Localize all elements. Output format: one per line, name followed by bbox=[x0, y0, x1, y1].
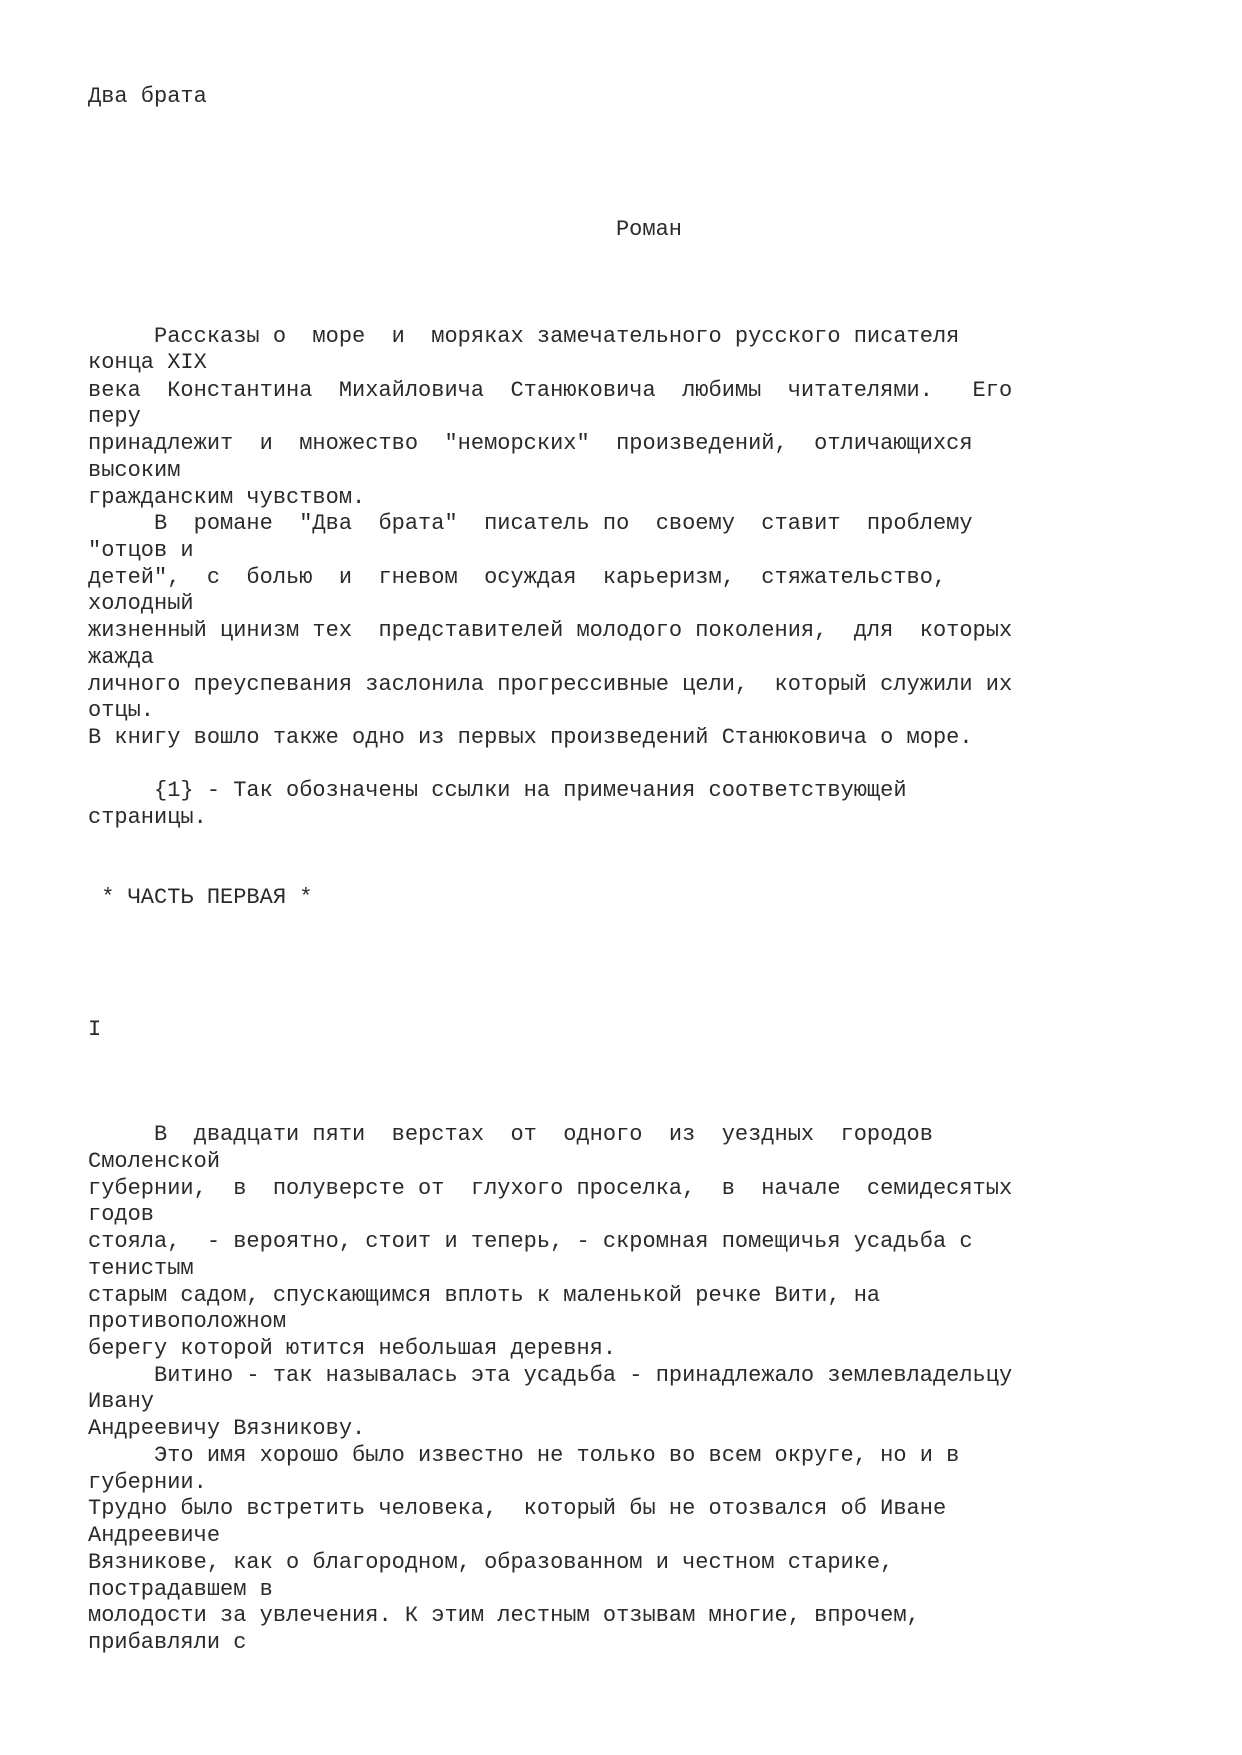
text-line: прибавляли с bbox=[88, 1630, 247, 1655]
text-line: В двадцати пяти верстах от одного из уездных городов bbox=[88, 1122, 933, 1147]
text-line: В романе "Два брата" писатель по своему ставит проблему bbox=[88, 511, 973, 536]
text-line: пострадавшем в bbox=[88, 1577, 273, 1602]
text-line: стояла, - вероятно, стоит и теперь, - скромная помещичья усадьба с bbox=[88, 1229, 973, 1254]
text-line: века Константина Михайловича Станюковича любимы читателями. Его bbox=[88, 378, 1013, 403]
text-line: В книгу вошло также одно из первых произведений Станюковича о море. bbox=[88, 725, 973, 750]
text-line: гражданским чувством. bbox=[88, 485, 366, 510]
text-line: Трудно было встретить человека, который бы не отозвался об Иване bbox=[88, 1496, 947, 1521]
text-line: личного преуспевания заслонила прогрессивные цели, который служили их bbox=[88, 672, 1013, 697]
text-line: Андреевиче bbox=[88, 1523, 221, 1548]
text-line: отцы. bbox=[88, 698, 155, 723]
text-line: страницы. bbox=[88, 805, 207, 830]
text-line: противоположном bbox=[88, 1309, 287, 1334]
text-line: Витино - так называлась эта усадьба - принадлежало землевладельцу bbox=[88, 1363, 1013, 1388]
text-line: губернии, в полуверсте от глухого проселка, в начале семидесятых bbox=[88, 1176, 1013, 1201]
text-line: старым садом, спускающимся вплоть к маленькой речке Вити, на bbox=[88, 1283, 881, 1308]
part-heading: * ЧАСТЬ ПЕРВАЯ * bbox=[88, 885, 313, 910]
chapter-number: I bbox=[88, 1017, 102, 1042]
text-line: молодости за увлечения. К этим лестным отзывам многие, впрочем, bbox=[88, 1603, 920, 1628]
text-line: принадлежит и множество "неморских" произведений, отличающихся bbox=[88, 431, 973, 456]
text-line: берегу которой ютится небольшая деревня. bbox=[88, 1336, 617, 1361]
text-line: жизненный цинизм тех представителей молодого поколения, для которых bbox=[88, 618, 1013, 643]
text-line: Ивану bbox=[88, 1389, 155, 1414]
text-line: {1} - Так обозначены ссылки на примечания соответствующей bbox=[88, 778, 907, 803]
text-line: "отцов и bbox=[88, 538, 194, 563]
text-line: детей", с болью и гневом осуждая карьеризм, стяжательство, bbox=[88, 565, 947, 590]
text-line: Рассказы о море и моряках замечательного русского писателя bbox=[88, 324, 960, 349]
book-title: Два брата bbox=[88, 84, 207, 109]
text-line: тенистым bbox=[88, 1256, 194, 1281]
text-line: годов bbox=[88, 1202, 155, 1227]
text-line: Андреевичу Вязникову. bbox=[88, 1416, 366, 1441]
text-line: холодный bbox=[88, 591, 194, 616]
text-line: Вязникове, как о благородном, образованном и честном старике, bbox=[88, 1550, 894, 1575]
genre-heading: Роман bbox=[615, 217, 682, 242]
text-line: конца XIX bbox=[88, 350, 207, 375]
text-line: губернии. bbox=[88, 1470, 207, 1495]
text-line: высоким bbox=[88, 458, 181, 483]
text-line: перу bbox=[88, 404, 141, 429]
text-line: Это имя хорошо было известно не только во всем округе, но и в bbox=[88, 1443, 960, 1468]
text-line: жажда bbox=[88, 645, 155, 670]
text-line: Смоленской bbox=[88, 1149, 221, 1174]
